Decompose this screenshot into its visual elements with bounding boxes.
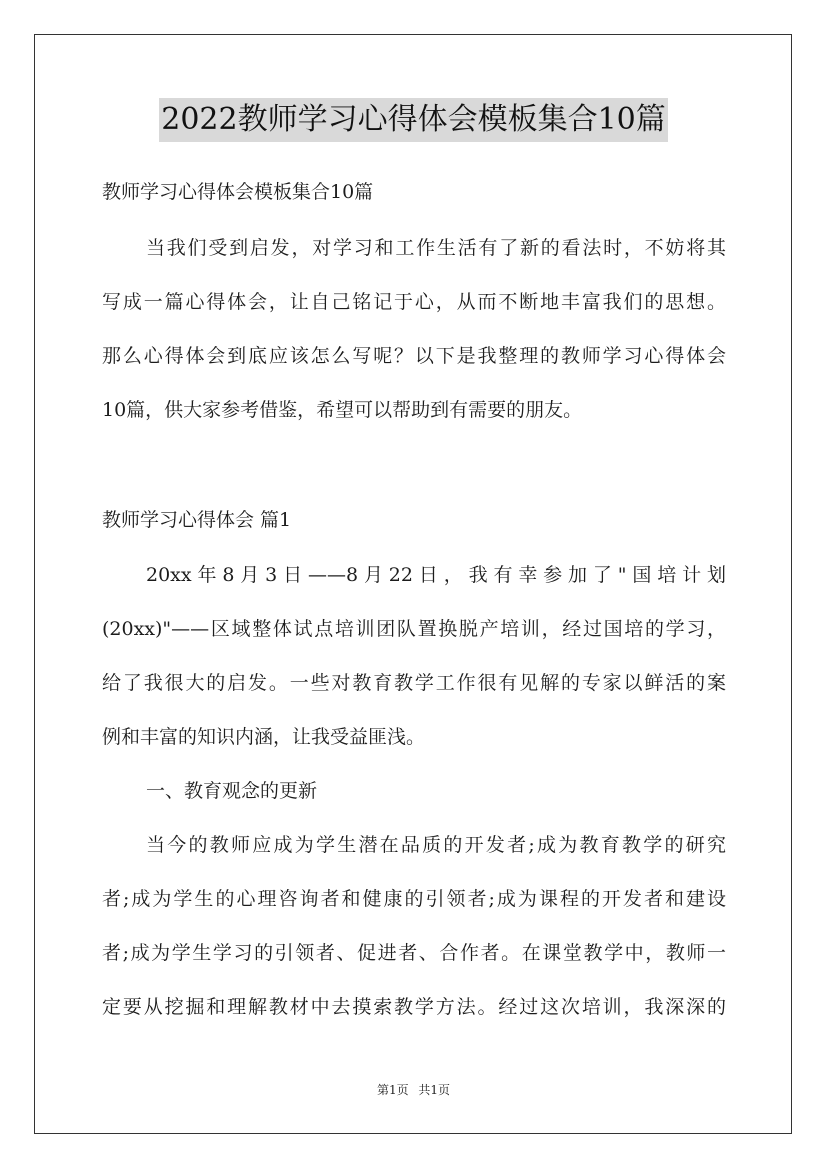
intro-line: 10篇，供大家参考借鉴，希望可以帮助到有需要的朋友。	[102, 399, 583, 421]
paragraph-line: 者;成为学生学习的引领者、促进者、合作者。在课堂教学中，教师一	[102, 942, 726, 964]
paragraph-line: (20xx)"——区域整体试点培训团队置换脱产培训，经过国培的学习，	[102, 618, 726, 640]
page-footer	[0, 1082, 827, 1098]
paragraph-line: 定要从挖掘和理解教材中去摸索教学方法。经过这次培训，我深深的	[102, 996, 726, 1018]
paragraph-line: 20xx年8月3日——8月22日，我有幸参加了"国培计划	[146, 564, 726, 586]
paragraph-line: 例和丰富的知识内涵，让我受益匪浅。	[102, 726, 426, 748]
document-subtitle: 教师学习心得体会模板集合10篇	[102, 181, 374, 203]
subheading: 一、教育观念的更新	[146, 780, 318, 802]
page-number: 第1页	[376, 1083, 409, 1097]
intro-line: 那么心得体会到底应该怎么写呢？以下是我整理的教师学习心得体会	[102, 345, 726, 367]
intro-line: 当我们受到启发，对学习和工作生活有了新的看法时，不妨将其	[146, 237, 726, 259]
page-total: 共1页	[418, 1083, 451, 1097]
paragraph-line: 给了我很大的启发。一些对教育教学工作很有见解的专家以鲜活的案	[102, 672, 726, 694]
title-container	[0, 98, 827, 142]
document-title: 2022教师学习心得体会模板集合10篇	[159, 98, 668, 142]
section-heading: 教师学习心得体会 篇1	[102, 509, 292, 531]
paragraph-line: 当今的教师应成为学生潜在品质的开发者;成为教育教学的研究	[146, 834, 726, 856]
paragraph-line: 者;成为学生的心理咨询者和健康的引领者;成为课程的开发者和建设	[102, 888, 726, 910]
intro-line: 写成一篇心得体会，让自己铭记于心，从而不断地丰富我们的思想。	[102, 291, 726, 313]
